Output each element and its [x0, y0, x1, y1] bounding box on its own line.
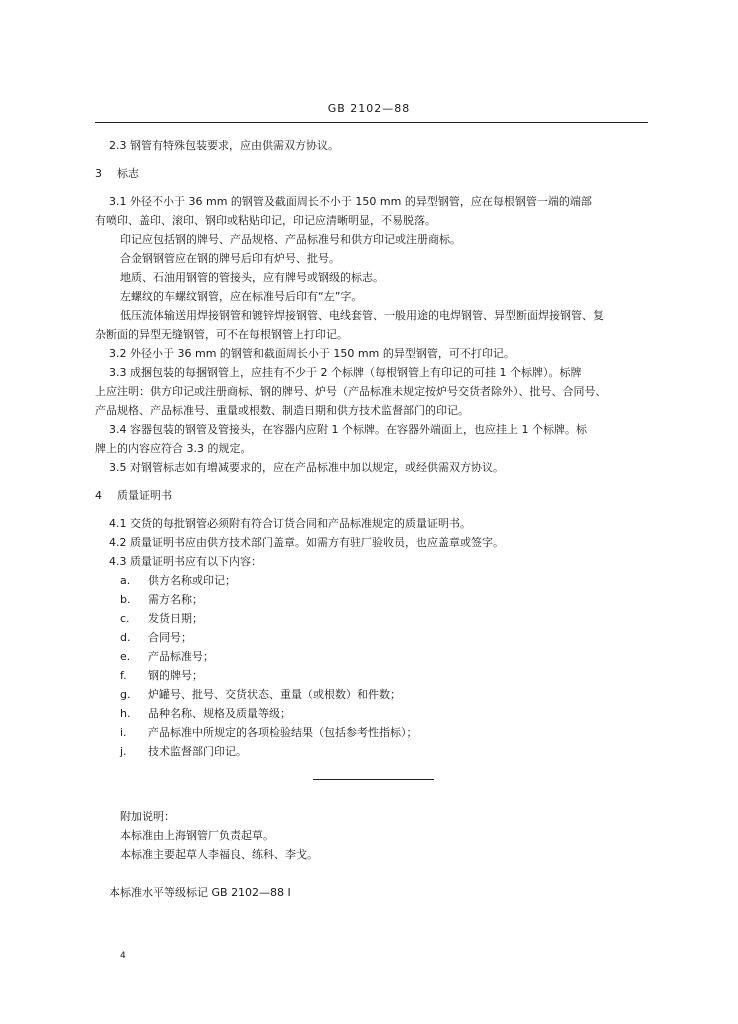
section-3-title: 标志 [117, 167, 139, 180]
clause-3-5: 3.5 对钢管标志如有增减要求的，应在产品标准中加以规定，或经供需双方协议。 [109, 461, 504, 474]
list-item: g. 炉罐号、批号、交货状态、重量（或根数）和件数； [120, 688, 401, 701]
appendix-title: 附加说明： [120, 810, 175, 823]
list-item: b. 需方名称； [120, 593, 203, 606]
clause-3-1-line2: 有喷印、盖印、滚印、钢印或粘贴印记，印记应清晰明显，不易脱落。 [95, 214, 436, 227]
clause-2-3: 2.3 钢管有特殊包装要求，应由供需双方协议。 [109, 139, 339, 152]
header-rule [95, 122, 648, 123]
clause-3-1-line6: 左螺纹的车螺纹钢管，应在标准号后印有“左”字。 [120, 290, 363, 303]
clause-3-4-line1: 3.4 容器包装的钢管及管接头，在容器内应附 1 个标牌。在容器外端面上，也应挂上 1 个标牌。标 [109, 423, 587, 436]
list-item: e. 产品标准号； [120, 650, 214, 663]
section-divider [313, 779, 434, 780]
clause-3-1-line3: 印记应包括钢的牌号、产品规格、产品标准号和供方印记或注册商标。 [120, 233, 461, 246]
list-item: f. 钢的牌号； [120, 669, 203, 682]
clause-3-3-line1: 3.3 成捆包装的每捆钢管上，应挂有不少于 2 个标牌（每根钢管上有印记的可挂 1 个标牌）。标牌 [109, 366, 582, 379]
clause-3-3-line2: 上应注明：供方印记或注册商标、钢的牌号、炉号（产品标准未规定按炉号交货者除外）、批号、合同号、 [95, 385, 607, 398]
section-3-number: 3 [95, 167, 102, 180]
list-item: a. 供方名称或印记； [120, 574, 236, 587]
level-mark: 本标准水平等级标记 GB 2102—88 I [109, 886, 291, 899]
clause-4-2: 4.2 质量证明书应由供方技术部门盖章。如需方有驻厂验收员，也应盖章或签字。 [109, 536, 504, 549]
section-4-number: 4 [95, 489, 102, 502]
clause-3-1-line8: 杂断面的异型无缝钢管，可不在每根钢管上打印记。 [95, 328, 348, 341]
clause-3-4-line2: 牌上的内容应符合 3.3 的规定。 [95, 442, 252, 455]
clause-3-1-line5: 地质、石油用钢管的管接头，应有牌号或钢级的标志。 [120, 271, 384, 284]
section-4-title: 质量证明书 [117, 489, 172, 502]
clause-3-2: 3.2 外径小于 36 mm 的钢管和截面周长小于 150 mm 的异型钢管，可不打印记。 [109, 347, 515, 360]
list-item: h. 品种名称、规格及质量等级； [120, 707, 291, 720]
page-number: 4 [120, 951, 126, 961]
list-item: i. 产品标准中所规定的各项检验结果（包括参考性指标）； [120, 726, 418, 739]
clause-3-1-line4: 合金钢钢管应在钢的牌号后印有炉号、批号。 [120, 252, 340, 265]
clause-4-3: 4.3 质量证明书应有以下内容： [109, 555, 262, 568]
clause-3-3-line3: 产品规格、产品标准号、重量或根数、制造日期和供方技术监督部门的印记。 [95, 404, 469, 417]
drafters-note: 本标准主要起草人李福良、练科、李戈。 [120, 848, 318, 861]
clause-3-1-line7: 低压流体输送用焊接钢管和镀锌焊接钢管、电线套管、一般用途的电焊钢管、异型断面焊接钢管、复 [120, 309, 604, 322]
list-item: c. 发货日期； [120, 612, 203, 625]
drafted-by-note: 本标准由上海钢管厂负责起草。 [120, 829, 274, 842]
list-item: j. 技术监督部门印记。 [120, 745, 247, 758]
standard-code-header: GB 2102—88 [327, 102, 411, 115]
clause-3-1-line1: 3.1 外径不小于 36 mm 的钢管及截面周长不小于 150 mm 的异型钢管，应在每根钢管一端的端部 [109, 195, 592, 208]
list-item: d. 合同号； [120, 631, 192, 644]
clause-4-1: 4.1 交货的每批钢管必须附有符合订货合同和产品标准规定的质量证明书。 [109, 517, 471, 530]
